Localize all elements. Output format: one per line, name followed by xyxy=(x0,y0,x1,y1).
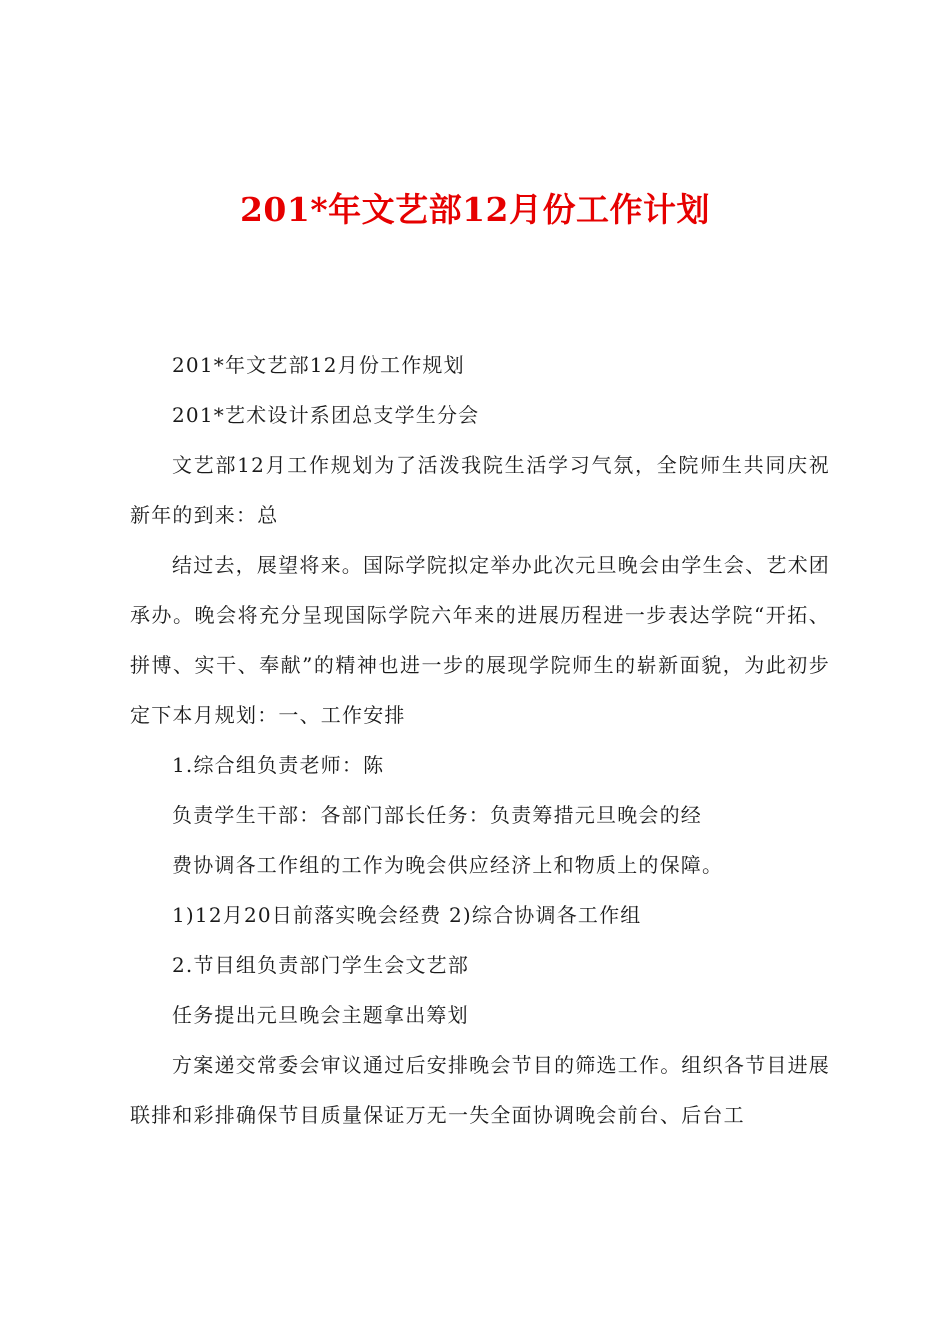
paragraph-background: 结过去，展望将来。国际学院拟定举办此次元旦晚会由学生会、艺术团承办。晚会将充分呈现国际学院六年来的进展历程进一步表达学院“开拓、拼博、实干、奉献”的精神也进一步的展现学院师生的崭新面貌，为此初步定下本月规划：一、工作安排 xyxy=(130,553,830,727)
paragraph-program-task: 任务提出元旦晚会主题拿出筹划 xyxy=(172,1003,469,1027)
paragraph-student-leaders: 负责学生干部：各部门部长任务：负责筹措元旦晚会的经 xyxy=(172,803,702,827)
paragraph-funding: 费协调各工作组的工作为晚会供应经济上和物质上的保障。 xyxy=(172,853,724,877)
paragraph-general-group: 1.综合组负责老师：陈 xyxy=(172,753,385,777)
paragraph-plan-heading: 201*年文艺部12月份工作规划 xyxy=(172,353,465,377)
paragraph-program-details: 方案递交常委会审议通过后安排晚会节目的筛选工作。组织各节目进展联排和彩排确保节目质量保证万无一失全面协调晚会前台、后台工 xyxy=(130,1053,830,1127)
document-title: 201*年文艺部12月份工作计划 xyxy=(239,190,711,229)
paragraph-program-group: 2.节目组负责部门学生会文艺部 xyxy=(172,953,470,977)
paragraph-intro: 文艺部12月工作规划为了活泼我院生活学习气氛，全院师生共同庆祝新年的到来：总 xyxy=(130,453,830,527)
paragraph-tasks: 1)12月20日前落实晚会经费 2)综合协调各工作组 xyxy=(172,903,642,927)
paragraph-organizer: 201*艺术设计系团总支学生分会 xyxy=(172,403,480,427)
document-body xyxy=(130,340,830,1140)
